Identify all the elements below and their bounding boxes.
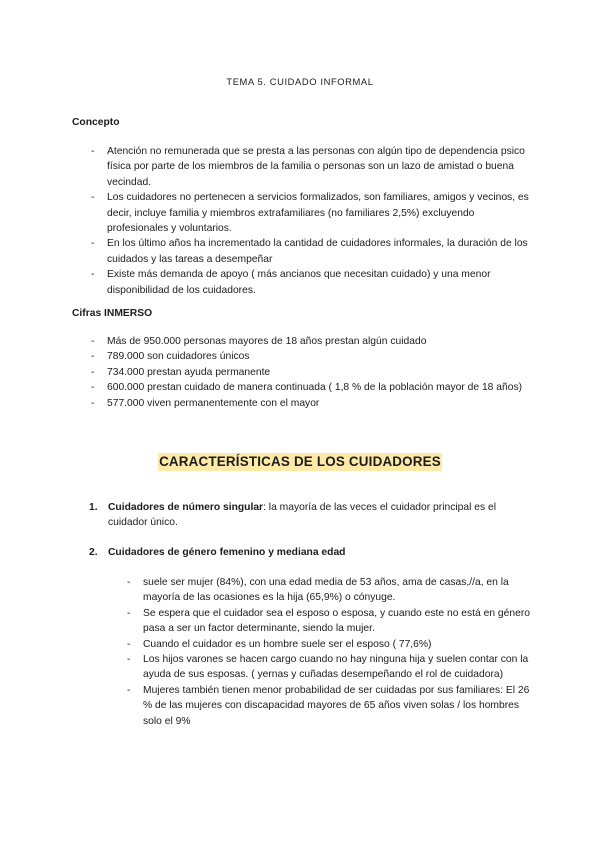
list-item: - 734.000 prestan ayuda permanente xyxy=(91,365,537,380)
list-item: - Mujeres también tienen menor probabilidad de ser cuidadas por sus familiares: El 26 % de las mujeres con discapacidad mayores de 65 años viven solas / los hombres solo el 9% xyxy=(127,683,539,729)
list-item: - Atención no remunerada que se presta a las personas con algún tipo de dependencia psico física por parte de los miembros de la familia o personas son un lazo de amistad o buena vecindad. xyxy=(91,144,537,190)
list-item: - 789.000 son cuidadores únicos xyxy=(91,349,537,364)
caracteristicas-heading xyxy=(0,454,600,469)
list-item: - Existe más demanda de apoyo ( más ancianos que necesitan cuidado) y una menor disponibilidad de los cuidadores. xyxy=(91,267,537,298)
cifras-list xyxy=(91,334,537,411)
concepto-list xyxy=(91,144,537,298)
list-item: - Los hijos varones se hacen cargo cuando no hay ninguna hija y suelen contar con la ayuda de sus esposas. ( yernas y cuñadas desempeñando el rol de cuidadora) xyxy=(127,652,539,683)
caracteristicas-sublist xyxy=(127,575,539,729)
item-number: 1. xyxy=(89,502,98,513)
item-text xyxy=(89,545,534,560)
list-item: - 600.000 prestan cuidado de manera continuada ( 1,8 % de la población mayor de 18 años) xyxy=(91,380,537,395)
list-item: - suele ser mujer (84%), con una edad media de 53 años, ama de casas,//a, en la mayoría de las ocasiones es la hija (65,9%) o cónyuge. xyxy=(127,575,539,606)
list-item: - Cuando el cuidador es un hombre suele ser el esposo ( 77,6%) xyxy=(127,637,539,652)
item-text xyxy=(89,500,534,531)
item-description: : la mayoría de las veces el cuidador principal es el cuidador único. xyxy=(108,502,497,529)
list-item: - Los cuidadores no pertenecen a servicios formalizados, son familiares, amigos y vecinos, es decir, incluye familia y miembros extrafamiliares (no familiares 2,5%) excluyendo profesionales y voluntarios. xyxy=(91,190,537,236)
concepto-heading: Concepto xyxy=(72,117,120,128)
item-bold-label: Cuidadores de número singular xyxy=(108,502,264,513)
list-item: - 577.000 viven permanentemente con el mayor xyxy=(91,396,537,411)
item-bold-label: Cuidadores de género femenino y mediana edad xyxy=(108,547,346,558)
highlighted-heading-text: CARACTERÍSTICAS DE LOS CUIDADORES xyxy=(159,454,441,469)
document-title: TEMA 5. CUIDADO INFORMAL xyxy=(226,76,374,87)
list-item: - En los último años ha incrementado la cantidad de cuidadores informales, la duración de los cuidados y las tareas a desempeñar xyxy=(91,236,537,267)
cifras-heading: Cifras INMERSO xyxy=(72,308,153,319)
list-item: - Se espera que el cuidador sea el esposo o esposa, y cuando este no está en género pasa a ser un factor determinante, siendo la mujer. xyxy=(127,606,539,637)
list-item: - Más de 950.000 personas mayores de 18 años prestan algún cuidado xyxy=(91,334,537,349)
item-number: 2. xyxy=(89,547,98,558)
numbered-item-1 xyxy=(89,500,534,531)
numbered-item-2 xyxy=(89,545,534,560)
